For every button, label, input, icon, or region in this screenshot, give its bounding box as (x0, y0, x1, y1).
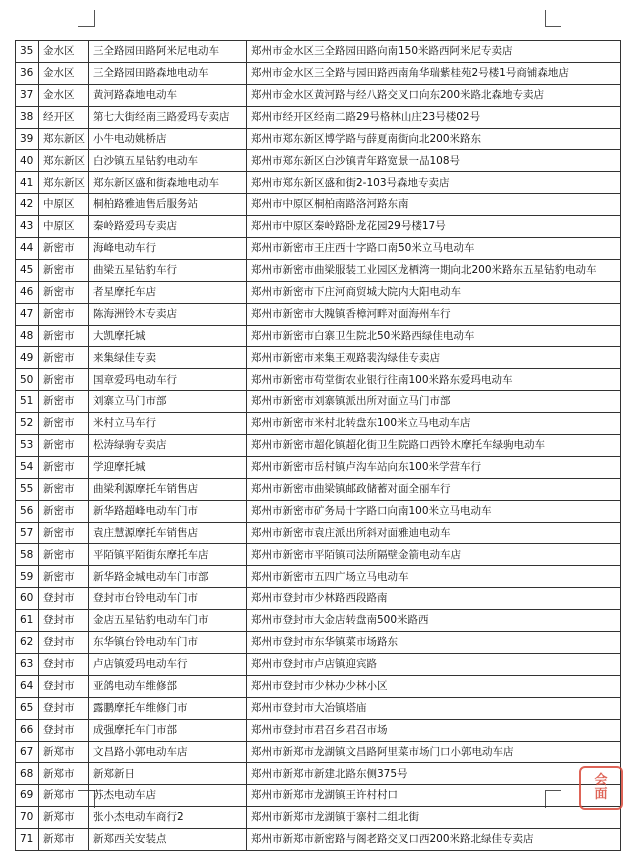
address-cell: 郑州市登封市卢店镇迎宾路 (247, 653, 621, 675)
store-name-cell: 秦岭路爱玛专卖店 (89, 216, 247, 238)
district-cell: 新密市 (39, 413, 89, 435)
row-number-cell: 40 (16, 150, 39, 172)
store-name-cell: 国章爱玛电动车行 (89, 369, 247, 391)
address-cell: 郑州市经开区经南二路29号格林山庄23号楼02号 (247, 106, 621, 128)
address-cell: 郑州市新密市平陌镇司法所隔壁金箭电动车店 (247, 544, 621, 566)
district-cell: 经开区 (39, 106, 89, 128)
store-name-cell: 大凯摩托城 (89, 325, 247, 347)
row-number-cell: 57 (16, 522, 39, 544)
table-row (16, 128, 621, 150)
store-name-cell: 新华路超峰电动车门市 (89, 500, 247, 522)
store-name-cell: 露鹏摩托车维修门市 (89, 697, 247, 719)
seal-stamp (579, 766, 623, 810)
row-number-cell: 46 (16, 281, 39, 303)
address-cell: 郑州市中原区秦岭路卧龙花园29号楼17号 (247, 216, 621, 238)
store-name-cell: 金店五星钻豹电动车门市 (89, 610, 247, 632)
address-cell: 郑州市金水区三全路与园田路西南角华瑞紫桂苑2号楼1号商铺森地店 (247, 62, 621, 84)
district-cell: 郑东新区 (39, 150, 89, 172)
address-cell: 郑州市登封市君召乡君召市场 (247, 719, 621, 741)
row-number-cell: 37 (16, 84, 39, 106)
store-name-cell: 曲梁利源摩托车销售店 (89, 478, 247, 500)
row-number-cell: 41 (16, 172, 39, 194)
row-number-cell: 51 (16, 391, 39, 413)
table-row (16, 500, 621, 522)
row-number-cell: 39 (16, 128, 39, 150)
address-cell: 郑州市新密市五四广场立马电动车 (247, 566, 621, 588)
district-cell: 新郑市 (39, 829, 89, 851)
district-cell: 登封市 (39, 653, 89, 675)
row-number-cell: 61 (16, 610, 39, 632)
row-number-cell: 42 (16, 194, 39, 216)
district-cell: 新密市 (39, 369, 89, 391)
address-cell: 郑州市登封市大冶镇塔庙 (247, 697, 621, 719)
district-cell: 登封市 (39, 632, 89, 654)
table-row (16, 84, 621, 106)
table-row (16, 303, 621, 325)
table-row (16, 807, 621, 829)
store-name-cell: 学迎摩托城 (89, 456, 247, 478)
row-number-cell: 66 (16, 719, 39, 741)
table-row (16, 435, 621, 457)
district-cell: 新郑市 (39, 741, 89, 763)
table-row (16, 238, 621, 260)
row-number-cell: 49 (16, 347, 39, 369)
address-cell: 郑州市新郑市龙湖镇文昌路阿里菜市场门口小郭电动车店 (247, 741, 621, 763)
table-row (16, 653, 621, 675)
district-cell: 中原区 (39, 216, 89, 238)
store-name-cell: 海峰电动车行 (89, 238, 247, 260)
row-number-cell: 47 (16, 303, 39, 325)
table-row (16, 588, 621, 610)
store-name-cell: 卢店镇爱玛电动车行 (89, 653, 247, 675)
store-name-cell: 新华路金城电动车门市部 (89, 566, 247, 588)
store-name-cell: 陈海洲铃木专卖店 (89, 303, 247, 325)
district-cell: 登封市 (39, 610, 89, 632)
crop-mark-top-left-v (94, 10, 95, 27)
table-row (16, 369, 621, 391)
row-number-cell: 53 (16, 435, 39, 457)
address-cell: 郑州市新密市曲梁服装工业园区龙栖湾一期向北200米路东五星钻豹电动车 (247, 259, 621, 281)
table-row (16, 106, 621, 128)
row-number-cell: 54 (16, 456, 39, 478)
table-row (16, 41, 621, 63)
store-name-cell: 来集绿佳专卖 (89, 347, 247, 369)
district-cell: 金水区 (39, 84, 89, 106)
district-cell: 新密市 (39, 391, 89, 413)
district-cell: 新密市 (39, 347, 89, 369)
address-cell: 郑州市登封市少林办少林小区 (247, 675, 621, 697)
district-cell: 新密市 (39, 544, 89, 566)
table-row (16, 829, 621, 851)
district-cell: 登封市 (39, 719, 89, 741)
store-name-cell: 郑东新区盛和街森地电动车 (89, 172, 247, 194)
store-name-cell: 小牛电动姚桥店 (89, 128, 247, 150)
address-cell: 郑州市登封市少林路西段路南 (247, 588, 621, 610)
store-name-cell: 第七大街经南三路爱玛专卖店 (89, 106, 247, 128)
store-name-cell: 亚鸽电动车维修部 (89, 675, 247, 697)
table-row (16, 391, 621, 413)
address-cell: 郑州市金水区三全路园田路向南150米路西阿米尼专卖店 (247, 41, 621, 63)
store-name-cell: 者星摩托车店 (89, 281, 247, 303)
row-number-cell: 70 (16, 807, 39, 829)
row-number-cell: 36 (16, 62, 39, 84)
row-number-cell: 38 (16, 106, 39, 128)
address-cell: 郑州市新郑市新建北路东侧375号 (247, 763, 621, 785)
address-cell: 郑州市金水区黄河路与经八路交叉口向东200米路北森地专卖店 (247, 84, 621, 106)
row-number-cell: 58 (16, 544, 39, 566)
district-cell: 郑东新区 (39, 172, 89, 194)
table-row (16, 150, 621, 172)
district-cell: 新密市 (39, 259, 89, 281)
district-cell: 新密市 (39, 281, 89, 303)
table-row (16, 741, 621, 763)
address-cell: 郑州市登封市大金店转盘南500米路西 (247, 610, 621, 632)
district-cell: 登封市 (39, 697, 89, 719)
row-number-cell: 71 (16, 829, 39, 851)
address-cell: 郑州市新密市袁庄派出所斜对面雅迪电动车 (247, 522, 621, 544)
district-cell: 新密市 (39, 238, 89, 260)
crop-mark-top-right-h (545, 26, 561, 27)
row-number-cell: 65 (16, 697, 39, 719)
district-cell: 新密市 (39, 435, 89, 457)
store-name-cell: 新郑西关安装点 (89, 829, 247, 851)
address-cell: 郑州市登封市东华镇菜市场路东 (247, 632, 621, 654)
table-row (16, 632, 621, 654)
address-cell: 郑州市新密市刘寨镇派出所对面立马门市部 (247, 391, 621, 413)
district-cell: 新郑市 (39, 785, 89, 807)
store-name-cell: 东华镇台铃电动车门市 (89, 632, 247, 654)
store-name-cell: 平陌镇平陌街东摩托车店 (89, 544, 247, 566)
table-row (16, 763, 621, 785)
address-cell: 郑州市新密市来集王观路裴沟绿佳专卖店 (247, 347, 621, 369)
row-number-cell: 64 (16, 675, 39, 697)
store-name-cell: 成强摩托车门市部 (89, 719, 247, 741)
store-name-cell: 曲梁五星钻豹车行 (89, 259, 247, 281)
store-name-cell: 登封市台铃电动车门市 (89, 588, 247, 610)
district-cell: 新密市 (39, 478, 89, 500)
crop-mark-top-left-h (78, 26, 94, 27)
district-cell: 中原区 (39, 194, 89, 216)
store-name-cell: 刘寨立马门市部 (89, 391, 247, 413)
address-cell: 郑州市新密市米村北转盘东100米立马电动车店 (247, 413, 621, 435)
district-cell: 登封市 (39, 588, 89, 610)
table-row (16, 675, 621, 697)
row-number-cell: 67 (16, 741, 39, 763)
table-row (16, 259, 621, 281)
row-number-cell: 48 (16, 325, 39, 347)
address-cell: 郑州市新密市王庄西十字路口南50米立马电动车 (247, 238, 621, 260)
address-cell: 郑州市郑东新区博学路与薛夏南街向北200米路东 (247, 128, 621, 150)
district-cell: 新郑市 (39, 763, 89, 785)
address-cell: 郑州市中原区桐柏南路洛河路东南 (247, 194, 621, 216)
district-cell: 新密市 (39, 500, 89, 522)
address-cell: 郑州市新密市岳村镇卢沟车站向东100米学营车行 (247, 456, 621, 478)
dealer-table (15, 40, 621, 851)
address-cell: 郑州市新密市曲梁镇邮政储蓄对面全丽车行 (247, 478, 621, 500)
row-number-cell: 60 (16, 588, 39, 610)
table-row (16, 785, 621, 807)
address-cell: 郑州市新郑市龙湖镇王许村村口 (247, 785, 621, 807)
table-row (16, 62, 621, 84)
store-name-cell: 三全路园田路森地电动车 (89, 62, 247, 84)
dealer-table-body (16, 41, 621, 851)
table-row (16, 194, 621, 216)
table-row (16, 544, 621, 566)
table-row (16, 478, 621, 500)
district-cell: 郑东新区 (39, 128, 89, 150)
row-number-cell: 62 (16, 632, 39, 654)
district-cell: 新密市 (39, 522, 89, 544)
address-cell: 郑州市新密市下庄河商贸城大院内大阳电动车 (247, 281, 621, 303)
address-cell: 郑州市新密市苟堂街农业银行往南100米路东爱玛电动车 (247, 369, 621, 391)
row-number-cell: 56 (16, 500, 39, 522)
row-number-cell: 43 (16, 216, 39, 238)
district-cell: 新密市 (39, 303, 89, 325)
table-row (16, 413, 621, 435)
store-name-cell: 张小杰电动车商行2 (89, 807, 247, 829)
table-row (16, 347, 621, 369)
district-cell: 登封市 (39, 675, 89, 697)
address-cell: 郑州市新密市超化镇超化街卫生院路口西铃木摩托车绿驹电动车 (247, 435, 621, 457)
row-number-cell: 52 (16, 413, 39, 435)
store-name-cell: 苏杰电动车店 (89, 785, 247, 807)
address-cell: 郑州市郑东新区盛和街2-103号森地专卖店 (247, 172, 621, 194)
store-name-cell: 白沙镇五星钻豹电动车 (89, 150, 247, 172)
district-cell: 金水区 (39, 62, 89, 84)
store-name-cell: 黄河路森地电动车 (89, 84, 247, 106)
store-name-cell: 新郑新日 (89, 763, 247, 785)
table-row (16, 216, 621, 238)
table-row (16, 566, 621, 588)
table-row (16, 697, 621, 719)
row-number-cell: 59 (16, 566, 39, 588)
district-cell: 新郑市 (39, 807, 89, 829)
row-number-cell: 45 (16, 259, 39, 281)
row-number-cell: 63 (16, 653, 39, 675)
store-name-cell: 桐柏路雅迪售后服务站 (89, 194, 247, 216)
store-name-cell: 袁庄慧源摩托车销售店 (89, 522, 247, 544)
district-cell: 新密市 (39, 566, 89, 588)
table-row (16, 456, 621, 478)
address-cell: 郑州市郑东新区白沙镇青年路宽景一品108号 (247, 150, 621, 172)
row-number-cell: 50 (16, 369, 39, 391)
table-row (16, 172, 621, 194)
row-number-cell: 69 (16, 785, 39, 807)
crop-mark-top-right-v (545, 10, 546, 27)
address-cell: 郑州市新郑市龙湖镇于寨村二组北街 (247, 807, 621, 829)
address-cell: 郑州市新密市大隗镇香樟河畔对面海州车行 (247, 303, 621, 325)
address-cell: 郑州市新密市矿务局十字路口向南100米立马电动车 (247, 500, 621, 522)
row-number-cell: 44 (16, 238, 39, 260)
district-cell: 新密市 (39, 456, 89, 478)
row-number-cell: 68 (16, 763, 39, 785)
table-row (16, 522, 621, 544)
address-cell: 郑州市新密市白寨卫生院北50米路西绿佳电动车 (247, 325, 621, 347)
table-row (16, 719, 621, 741)
store-name-cell: 文昌路小郭电动车店 (89, 741, 247, 763)
row-number-cell: 55 (16, 478, 39, 500)
address-cell: 郑州市新郑市新密路与阁老路交叉口西200米路北绿佳专卖店 (247, 829, 621, 851)
seal-stamp-text: 会 面 (594, 773, 608, 802)
store-name-cell: 松涛绿驹专卖店 (89, 435, 247, 457)
district-cell: 金水区 (39, 41, 89, 63)
district-cell: 新密市 (39, 325, 89, 347)
table-row (16, 610, 621, 632)
store-name-cell: 三全路园田路阿米尼电动车 (89, 41, 247, 63)
table-row (16, 325, 621, 347)
row-number-cell: 35 (16, 41, 39, 63)
table-row (16, 281, 621, 303)
store-name-cell: 米村立马车行 (89, 413, 247, 435)
